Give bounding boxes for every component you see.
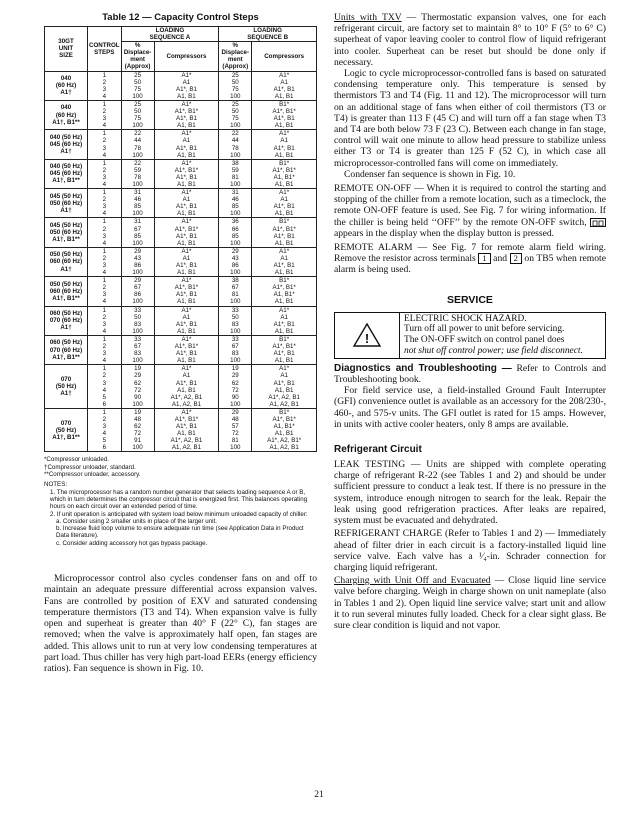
notes-title: NOTES:	[44, 481, 68, 489]
cell-a-compressors: A1* A1 A1*, B1 A1, B1	[154, 247, 219, 276]
table-title: Table 12 — Capacity Control Steps	[102, 12, 259, 23]
cell-steps: 1 2 3 4	[88, 247, 122, 276]
table-row	[45, 277, 317, 306]
cell-a-compressors: A1* A1*, B1* A1*, B1 A1, B1 A1*, A2, B1 A1, A2, B1	[154, 408, 219, 452]
remote-alarm-text-b: on TB5 when remote alarm is being used.	[334, 253, 606, 276]
note-item: c. Consider adding accessory hot gas bypass package.	[56, 539, 208, 547]
fan-sequence-paragraph: Condenser fan sequence is shown in Fig. 10.	[344, 168, 516, 180]
cell-unit-size: 040 (50 Hz) 045 (60 Hz) A1†	[45, 130, 88, 159]
notes-list	[44, 489, 317, 547]
terminal-2-box: 2	[510, 253, 522, 264]
table-row	[45, 71, 317, 100]
remote-onoff-text-b: appears in the display when the display button is pressed.	[334, 227, 555, 239]
charging-paragraph	[334, 575, 606, 631]
header-seq-a: LOADING SEQUENCE A	[121, 27, 219, 42]
cell-steps: 1 2 3 4 5 6	[88, 365, 122, 409]
display-off-icon	[590, 218, 606, 227]
warning-line: ELECTRIC SHOCK HAZARD.	[404, 313, 527, 324]
cell-a-displacement: 25 50 75 100	[121, 71, 154, 100]
logic-paragraph: Logic to cycle microprocessor-controlled fans is based on saturated condensing temperature only. This temperature is sensed by thermistors T3 and T4 (Fig. 11 and 12). The microprocessor will turn on an additional stage of fans when either of coil thermistors (T3 or T4) is greater than 113 F (45 C) and will turn off a fan stage when T3 and T4 are both below 73 F (23 C). Between each change in fan stage, control will wait one minute to allow head pressure to stabilize unless either T3 or T4 is greater than 125 F (52 C), in which case all microprocessor-controlled fans will come on immediately.	[334, 68, 606, 169]
note-item: a. Consider using 2 smaller units in place of the larger unit.	[56, 517, 217, 525]
page-number: 21	[314, 790, 324, 800]
cell-b-compressors: A1* A1 A1*, B1 A1, B1	[252, 306, 317, 335]
cell-unit-size: 045 (50 Hz) 050 (60 Hz) A1†, B1**	[45, 218, 88, 247]
table-row	[45, 159, 317, 188]
warning-line-italic: not shut off control power; use field disconnect.	[404, 346, 583, 357]
cell-steps: 1 2 3 4	[88, 189, 122, 218]
cell-a-displacement: 19 48 62 72 91 100	[121, 408, 154, 452]
cell-b-displacement: 19 29 62 72 90 100	[219, 365, 252, 409]
cell-a-compressors: A1* A1 A1*, B1 A1, B1 A1*, A2, B1 A1, A2, B1	[154, 365, 219, 409]
cell-a-displacement: 29 43 86 100	[121, 247, 154, 276]
cell-a-compressors: A1* A1 A1*, B1 A1, B1	[154, 306, 219, 335]
note-item: b. Increase fluid loop volume to ensure adequate run time (see Application Data in Product Data literature).	[56, 525, 304, 540]
refrigerant-circuit-heading: Refrigerant Circuit	[334, 444, 422, 456]
cell-unit-size: 045 (50 Hz) 050 (60 Hz) A1†	[45, 189, 88, 218]
cell-unit-size: 070 (50 Hz) A1†, B1**	[45, 408, 88, 452]
cell-steps: 1 2 3 4	[88, 159, 122, 188]
diagnostics-heading: Diagnostics and Troubleshooting —	[334, 362, 512, 374]
fan-control-paragraph: Microprocessor control also cycles condenser fans on and off to maintain an adequate pressure differential across expansion valves. Fans are controlled by position of EXV and saturated condensing temperature thermistors (T3 and T4). When expansion valve is fully open and superheat is greater than 40° F (22° C), fan stages are removed; when the valve is approximately half open, fan stages are added. This allows unit to run at very low condensing temperatures at part load. Thus chiller has very high part-load EERs (energy efficiency ratios). Fan sequence is shown in Fig. 10.	[44, 573, 317, 675]
warning-line: Turn off all power to unit before servicing.	[404, 324, 565, 335]
footnote: †Compressor unloader, standard.	[44, 463, 136, 471]
cell-b-compressors: B1* A1*, B1* A1*, B1 A1, B1	[252, 335, 317, 364]
remote-onoff-paragraph	[334, 183, 606, 239]
cell-b-compressors: A1* A1 A1*, B1 A1, B1	[252, 247, 317, 276]
header-control-steps: CONTROL STEPS	[88, 27, 122, 72]
cell-b-compressors: B1* A1*, B1* A1, B1* A1, B1	[252, 277, 317, 306]
note-item: 1. The microprocessor has a random number generator that selects loading sequence A or B, which in turn determines the compressor circuit that is energized first. This balances operating hours on each circuit over an extended period of time.	[50, 488, 308, 511]
cell-b-displacement: 38 59 81 100	[219, 159, 252, 188]
txv-paragraph	[334, 12, 606, 68]
cell-unit-size: 040 (50 Hz) 045 (60 Hz) A1†, B1**	[45, 159, 88, 188]
table-row	[45, 408, 317, 452]
diagnostics-text: Refer to Controls and Troubleshooting book.	[334, 362, 606, 386]
terminal-1-box: 1	[478, 253, 490, 264]
cell-b-displacement: 33 67 83 100	[219, 335, 252, 364]
header-seq-b: LOADING SEQUENCE B	[219, 27, 317, 42]
table-row	[45, 130, 317, 159]
cell-steps: 1 2 3 4	[88, 100, 122, 129]
table-body	[45, 71, 317, 452]
cell-unit-size: 040 (60 Hz) A1†, B1**	[45, 100, 88, 129]
cell-b-displacement: 31 46 85 100	[219, 189, 252, 218]
cell-a-compressors: A1* A1*, B1* A1*, B1 A1, B1	[154, 277, 219, 306]
cell-b-displacement: 29 43 86 100	[219, 247, 252, 276]
leak-testing-paragraph: LEAK TESTING — Units are shipped with complete operating charge of refrigerant R-22 (see Tables 1 and 2) and should be under sufficient pressure to conduct a leak test. If there is no pressure in the system, introduce enough nitrogen to search for the leak. Repair the leak using good refrigeration practices. After leaks are repaired, system must be evacuated and dehydrated.	[334, 459, 606, 527]
cell-steps: 1 2 3 4	[88, 335, 122, 364]
warning-text	[400, 313, 605, 358]
cell-unit-size: 050 (50 Hz) 060 (60 Hz) A1†	[45, 247, 88, 276]
gfi-paragraph: For field service use, a field-installed Ground Fault Interrupter (GFI) convenience outlet is available as an accessory for the 208/230-, 460-, and 575-v units. The GFI outlet is rated for 15 amps. However, in units with active cooler heaters, only 8 amps are available.	[334, 385, 606, 430]
cell-b-compressors: B1* A1*, B1* A1, B1* A1, B1	[252, 159, 317, 188]
cell-a-displacement: 19 29 62 72 90 100	[121, 365, 154, 409]
cell-a-displacement: 33 50 83 100	[121, 306, 154, 335]
remote-alarm-text-a: REMOTE ALARM — See Fig. 7 for remote alarm field wiring. Remove the resistor across terminals	[334, 242, 606, 265]
header-a-compressors: Compressors	[154, 42, 219, 71]
header-unit-size: 30GT UNIT SIZE	[45, 27, 88, 72]
cell-b-displacement: 36 66 85 100	[219, 218, 252, 247]
cell-a-compressors: A1* A1 A1*, B1 A1, B1	[154, 71, 219, 100]
footnote: *Compressor unloaded.	[44, 456, 110, 464]
cell-steps: 1 2 3 4	[88, 130, 122, 159]
footnote: **Compressor unloader, accessory.	[44, 471, 141, 479]
remote-alarm-and: and	[490, 253, 508, 265]
table-row	[45, 247, 317, 276]
header-a-displacement: % Displace- ment (Approx)	[121, 42, 154, 71]
cell-b-compressors: B1* A1*, B1* A1, B1* A1, B1 A1*, A2, B1* A1, A2, B1	[252, 408, 317, 452]
cell-unit-size: 060 (50 Hz) 070 (60 Hz) A1†, B1**	[45, 335, 88, 364]
cell-b-displacement: 25 50 75 100	[219, 100, 252, 129]
cell-steps: 1 2 3 4	[88, 306, 122, 335]
cell-b-compressors: B1* A1*, B1* A1*, B1 A1, B1	[252, 100, 317, 129]
cell-a-displacement: 31 46 85 100	[121, 189, 154, 218]
remote-alarm-paragraph	[334, 242, 606, 276]
right-column	[334, 12, 606, 631]
remote-onoff-text-a: REMOTE ON-OFF — When it is required to control the starting and stopping of the chiller from a remote location, such as a timeclock, the remote ON-OFF feature is used. See Fig. 7 for wiring information. If the chiller is being held ‘‘OFF’’ by the remote ON-OFF switch,	[334, 183, 606, 228]
service-heading: SERVICE	[447, 293, 493, 306]
cell-b-displacement: 25 50 75 100	[219, 71, 252, 100]
table-row	[45, 335, 317, 364]
cell-b-compressors: A1* A1 A1*, B1 A1, B1	[252, 189, 317, 218]
cell-b-compressors: B1* A1*, B1* A1*, B1 A1, B1	[252, 218, 317, 247]
cell-a-compressors: A1* A1*, B1* A1*, B1 A1, B1	[154, 335, 219, 364]
txv-lead: Units with TXV	[334, 12, 402, 23]
cell-a-compressors: A1* A1*, B1* A1*, B1 A1, B1	[154, 100, 219, 129]
cell-a-compressors: A1* A1 A1*, B1 A1, B1	[154, 130, 219, 159]
cell-unit-size: 060 (50 Hz) 070 (60 Hz) A1†	[45, 306, 88, 335]
cell-a-displacement: 22 44 78 100	[121, 130, 154, 159]
svg-text:!: !	[364, 331, 370, 347]
txv-text: — Thermostatic expansion valves, one for each refrigerant circuit, are factory set to maintain 8° to 10° F (5° to 6° C) superheat of vapor leaving cooler to control flow of liquid refrigerant into cooler. Superheat can be reset but should be done only if necessary.	[334, 12, 606, 68]
note-item: 2. If unit operation is anticipated with system load below minimum unloaded capacity of chiller:	[50, 510, 308, 518]
refrigerant-charge-paragraph: REFRIGERANT CHARGE (Refer to Tables 1 and 2) — Immediately ahead of filter drier in each circuit is a factory-installed liquid line service valve. Each valve has a ¹⁄₄-in. Schrader connection for charging liquid refrigerant.	[334, 528, 606, 573]
cell-steps: 1 2 3 4	[88, 71, 122, 100]
cell-b-displacement: 29 48 57 72 81 100	[219, 408, 252, 452]
cell-unit-size: 050 (50 Hz) 060 (60 Hz) A1†, B1**	[45, 277, 88, 306]
diagnostics-paragraph	[334, 363, 606, 385]
table-row	[45, 100, 317, 129]
table-row	[45, 189, 317, 218]
cell-b-displacement: 33 50 83 100	[219, 306, 252, 335]
cell-steps: 1 2 3 4	[88, 218, 122, 247]
cell-a-compressors: A1* A1*, B1* A1*, B1 A1, B1	[154, 218, 219, 247]
cell-a-displacement: 29 67 86 100	[121, 277, 154, 306]
cell-unit-size: 040 (60 Hz) A1†	[45, 71, 88, 100]
cell-b-displacement: 38 67 81 100	[219, 277, 252, 306]
table-row	[45, 218, 317, 247]
charging-text: — Close liquid line service valve before charging. Weigh in charge shown on unit nameplate (also in Tables 1 and 2). Open liquid line service valve; start unit and allow it to run several minutes fully loaded. Check for a clear sight glass. Be sure clear condition is liquid and not vapor.	[334, 575, 606, 631]
cell-unit-size: 070 (50 Hz) A1†	[45, 365, 88, 409]
warning-icon	[335, 313, 400, 358]
header-b-compressors: Compressors	[252, 42, 317, 71]
cell-a-compressors: A1* A1 A1*, B1 A1, B1	[154, 189, 219, 218]
cell-a-displacement: 22 59 78 100	[121, 159, 154, 188]
cell-a-displacement: 31 67 85 100	[121, 218, 154, 247]
warning-box	[334, 312, 606, 359]
cell-steps: 1 2 3 4 5 6	[88, 408, 122, 452]
table-row	[45, 306, 317, 335]
table-footnotes	[44, 456, 317, 547]
cell-b-displacement: 22 44 78 100	[219, 130, 252, 159]
left-column	[44, 12, 317, 675]
header-b-displacement: % Displace- ment (Approx)	[219, 42, 252, 71]
charging-lead: Charging with Unit Off and Evacuated	[334, 575, 491, 587]
cell-a-compressors: A1* A1*, B1* A1*, B1 A1, B1	[154, 159, 219, 188]
table-row	[45, 365, 317, 409]
warning-line: The ON-OFF switch on control panel does	[404, 335, 565, 346]
cell-a-displacement: 33 67 83 100	[121, 335, 154, 364]
capacity-control-table	[44, 26, 317, 452]
cell-b-compressors: A1* A1 A1*, B1 A1, B1	[252, 71, 317, 100]
cell-b-compressors: A1* A1 A1*, B1 A1, B1 A1*, A2, B1 A1, A2, B1	[252, 365, 317, 409]
cell-steps: 1 2 3 4	[88, 277, 122, 306]
cell-a-displacement: 25 50 75 100	[121, 100, 154, 129]
cell-b-compressors: A1* A1 A1*, B1 A1, B1	[252, 130, 317, 159]
